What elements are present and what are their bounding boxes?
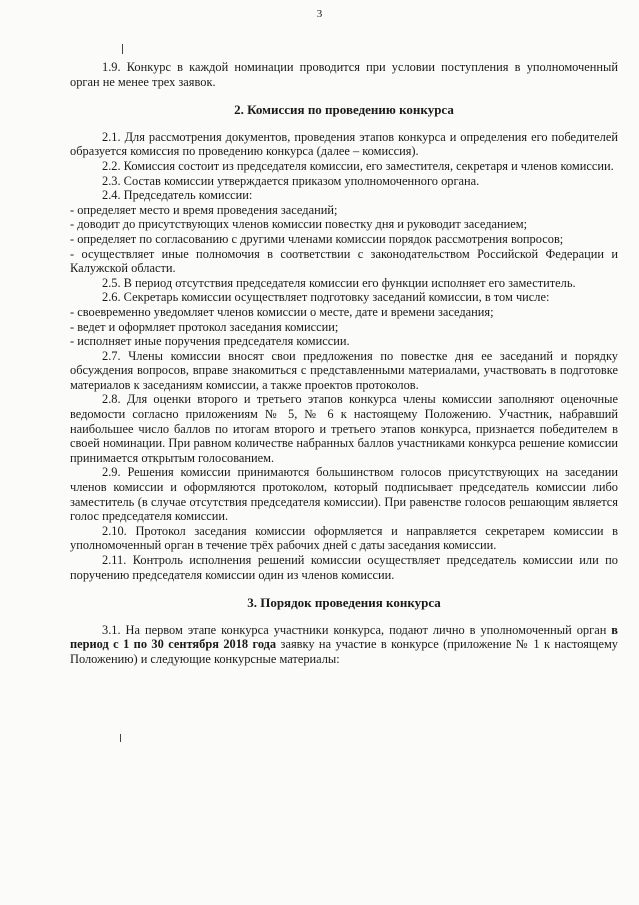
list-item: - доводит до присутствующих членов комиссии повестку дня и руководит заседанием;: [70, 217, 528, 232]
paragraph-2-3: 2.3. Состав комиссии утверждается приказом уполномоченного органа.: [102, 173, 480, 188]
paragraph-3-1-start: 3.1. На первом этапе конкурса участники конкурса, подают лично в уполномоченный орган: [102, 622, 612, 637]
scan-mark: [122, 44, 123, 54]
paragraph-2-10: 2.10. Протокол заседания комиссии оформляется и направляется секретарем комиссии в уполномоченный орган в течение трёх рабочих дней с даты заседания комиссии.: [70, 523, 618, 553]
paragraph-2-5: 2.5. В период отсутствия председателя комиссии его функции исполняет его заместитель.: [102, 275, 576, 290]
scan-mark: [120, 734, 121, 742]
paragraph-2-2: 2.2. Комиссия состоит из председателя комиссии, его заместителя, секретаря и членов комиссии.: [102, 158, 614, 173]
paragraph-2-7: 2.7. Члены комиссии вносят свои предложения по повестке дня ее заседаний и порядку обсуждения вопросов, вправе знакомиться с представленными материалами, участвовать в подготовке материалов к заседаниям комиссии, а также проектов протоколов.: [70, 348, 618, 392]
list-item: - осуществляет иные полномочия в соответствии с законодательством Российской Федерации и Калужской области.: [70, 246, 618, 276]
list-item: - определяет место и время проведения заседаний;: [70, 202, 338, 217]
list-item: - своевременно уведомляет членов комиссии о месте, дате и времени заседания;: [70, 304, 494, 319]
paragraph-2-1: 2.1. Для рассмотрения документов, проведения этапов конкурса и определения его победителей образуется комиссия по проведению конкурса (далее – комиссия).: [70, 129, 618, 159]
section-2-heading: 2. Комиссия по проведению конкурса: [234, 102, 454, 118]
paragraph-2-9: 2.9. Решения комиссии принимаются большинством голосов присутствующих на заседании членов комиссии и оформляются протоколом, который подписывает председатель комиссии либо заместитель (в случае отсутствия председателя комиссии). При равенстве голосов решающим является голос председателя комиссии.: [70, 465, 618, 524]
section-3-heading: 3. Порядок проведения конкурса: [247, 595, 441, 611]
list-item: - исполняет иные поручения председателя комиссии.: [70, 334, 350, 349]
list-item: - ведет и оформляет протокол заседания комиссии;: [70, 319, 339, 334]
page-number: 3: [316, 8, 323, 20]
paragraph-2-6: 2.6. Секретарь комиссии осуществляет подготовку заседаний комиссии, в том числе:: [102, 290, 550, 305]
list-item: - определяет по согласованию с другими членами комиссии порядок рассмотрения вопросов;: [70, 231, 564, 246]
paragraph-3-1: [70, 623, 618, 667]
paragraph-2-11: 2.11. Контроль исполнения решений комиссии осуществляет председатель комиссии или по поручению председателя комиссии один из членов комиссии.: [70, 553, 618, 582]
paragraph-3-1-end: заявку на участие в конкурсе (приложение № 1 к настоящему Положению) и следующие конкурсные материалы:: [70, 637, 618, 666]
paragraph-2-4: 2.4. Председатель комиссии:: [102, 188, 253, 203]
paragraph-1-9: 1.9. Конкурс в каждой номинации проводится при условии поступления в уполномоченный орган не менее трех заявок.: [70, 60, 618, 89]
paragraph-2-8: 2.8. Для оценки второго и третьего этапов конкурса члены комиссии заполняют оценочные ведомости согласно приложениям № 5, № 6 к настоящему Положению. Участник, набравший наибольшее число баллов по итогам второго и третьего этапов конкурса, признается победителем в своей номинации. При равном количестве набранных баллов участниками конкурса решение комиссии принимается открытым голосованием.: [70, 392, 618, 465]
document-body: [70, 60, 618, 667]
paragraph-3-1-deadline: в период с 1 по 30 сентября 2018 года: [70, 622, 618, 652]
